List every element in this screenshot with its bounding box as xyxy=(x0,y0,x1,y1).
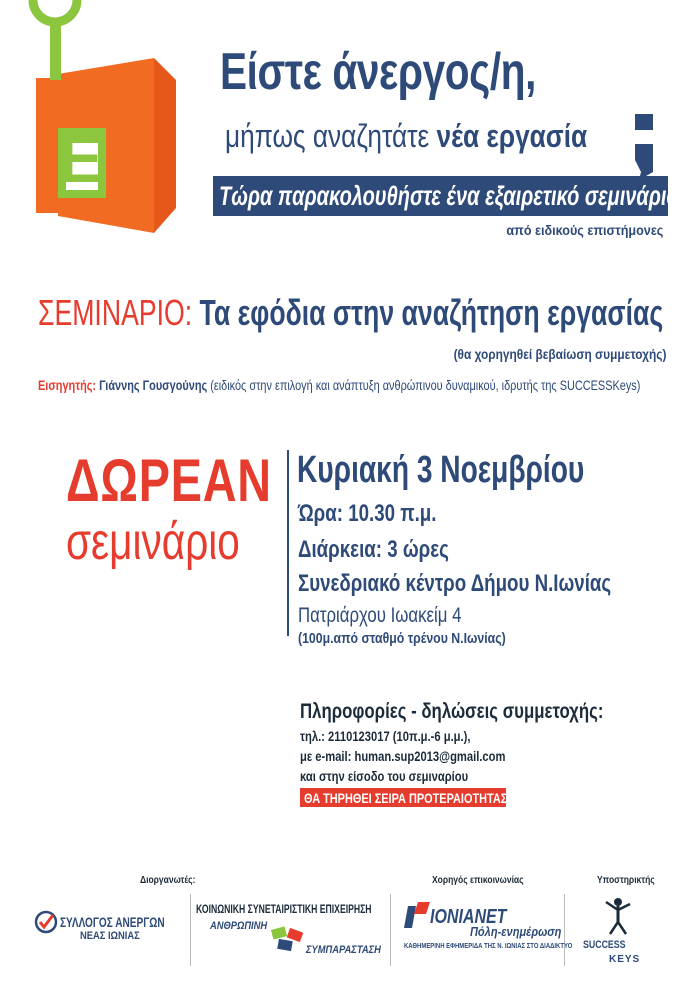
door-letter: E xyxy=(58,121,104,197)
question-mark-icon xyxy=(625,114,665,180)
priority-text: ΘΑ ΤΗΡΗΘΕΙ ΣΕΙΡΑ ΠΡΟΤΕΡΑΙΟΤΗΤΑΣ xyxy=(304,790,508,806)
info-phone: τηλ.: 2110123017 (10π.μ.-6 μ.μ.), xyxy=(300,728,471,744)
free-subheading: σεμινάριο xyxy=(66,513,240,571)
event-distance: (100μ.από σταθμό τρένου Ν.Ιωνίας) xyxy=(298,630,506,647)
key-figure-icon xyxy=(600,896,636,936)
logo3-description: ΚΑΘΗΜΕΡΙΝΗ ΕΦΗΜΕΡΙΔΑ ΤΗΣ Ν. ΙΩΝΙΑΣ ΣΤΟ ΔΙΑΔΙΚΤΥΟ xyxy=(404,943,573,950)
divider xyxy=(287,450,289,636)
logo1-name: ΣΥΛΛΟΓΟΣ ΑΝΕΡΓΩΝ xyxy=(60,914,165,930)
ionianet-mark-icon xyxy=(404,902,430,930)
info-title: Πληροφορίες - δηλώσεις συμμετοχής: xyxy=(300,700,604,723)
title-line-2 xyxy=(225,118,587,155)
logo2-line-b: ΣΥΜΠΑΡΑΣΤΑΣΗ xyxy=(306,944,381,956)
subtitle-text: Τώρα παρακολουθήστε ένα εξαιρετικό σεμινάριο xyxy=(219,181,679,211)
seminar-title: Τα εφόδια στην αναζήτηση εργασίας xyxy=(199,292,664,333)
checkmark-icon xyxy=(34,910,58,934)
free-heading: ΔΩΡΕΑΝ xyxy=(66,447,272,514)
event-date: Κυριακή 3 Νοεμβρίου xyxy=(297,449,585,491)
logo4-success: SUCCESS xyxy=(583,939,626,951)
event-address: Πατριάρχου Ιωακείμ 4 xyxy=(298,604,462,627)
logo2-top: ΚΟΙΝΩΝΙΚΗ ΣΥΝΕΤΑΙΡΙΣΤΙΚΗ ΕΠΙΧΕΙΡΗΣΗ xyxy=(196,902,372,916)
logo2-line-a: ΑΝΘΡΩΠΙΝΗ xyxy=(210,920,268,932)
logo3-name: IONIANET xyxy=(430,906,507,928)
title-line-2-highlight: νέα εργασία xyxy=(436,118,588,154)
experts-note: από ειδικούς επιστήμονες xyxy=(506,222,663,238)
speaker-line xyxy=(38,377,640,393)
logo3-tagline: Πόλη-ενημέρωση xyxy=(470,924,562,939)
event-duration: Διάρκεια: 3 ώρες xyxy=(298,536,449,563)
logo1-sub: ΝΕΑΣ ΙΩΝΙΑΣ xyxy=(80,930,140,942)
info-email: με e-mail: human.sup2013@gmail.com xyxy=(300,748,506,764)
page-title: Είστε άνεργος/η, xyxy=(220,43,537,101)
people-puzzle-icon xyxy=(270,926,306,952)
speaker-name: Γιάννης Γουσγούνης xyxy=(99,377,208,393)
organizers-label: Διοργανωτές: xyxy=(140,875,196,886)
comm-sponsor-label: Χορηγός επικοινωνίας xyxy=(432,875,524,886)
title-line-2-prefix: μήπως αναζητάτε xyxy=(225,118,430,154)
info-entrance: και στην είσοδο του σεμιναρίου xyxy=(300,768,469,784)
event-venue: Συνεδριακό κέντρο Δήμου Ν.Ιωνίας xyxy=(298,570,612,597)
speaker-description: (ειδικός στην επιλογή και ανάπτυξη ανθρώπινου δυναμικού, ιδρυτής της SUCCESSKeys) xyxy=(210,377,641,393)
logo4-keys: KEYS xyxy=(609,954,641,965)
key-ring-icon xyxy=(0,0,120,80)
event-time: Ώρα: 10.30 π.μ. xyxy=(298,500,437,527)
seminar-heading xyxy=(38,292,663,334)
supporter-label: Υποστηρικτής xyxy=(597,875,655,886)
certificate-note: (θα χορηγηθεί βεβαίωση συμμετοχής) xyxy=(453,346,666,362)
seminar-label: ΣΕΜΙΝΑΡΙΟ: xyxy=(38,292,193,333)
speaker-label: Εισηγητής: xyxy=(38,377,97,393)
